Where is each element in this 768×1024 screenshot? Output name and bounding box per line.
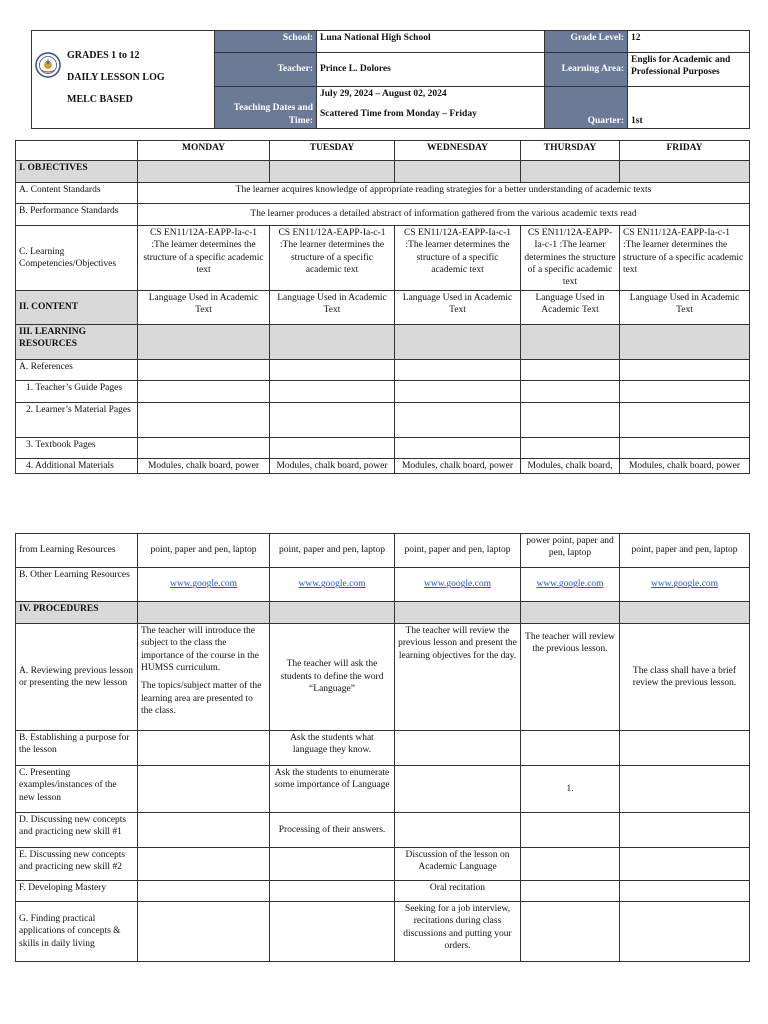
empty-cell xyxy=(620,902,750,962)
objectives-heading: I. OBJECTIVES xyxy=(16,161,138,183)
day-header-friday: FRIDAY xyxy=(620,141,750,161)
empty-cell xyxy=(521,848,620,881)
empty-cell xyxy=(620,766,750,813)
empty-cell xyxy=(521,902,620,962)
day-header-monday: MONDAY xyxy=(138,141,270,161)
empty-cell xyxy=(138,380,270,402)
empty-cell xyxy=(521,437,620,458)
procedure-g-wednesday: Seeking for a job interview, recitations during class discussions and putting your orders. xyxy=(395,902,521,962)
competency-thursday: CS EN11/12A-EAPP-Ia-c-1 :The learner determines the structure of a specific academic text xyxy=(521,226,620,291)
additional-cont-thursday: power point, paper and pen, laptop xyxy=(521,534,620,568)
other-link-friday[interactable]: www.google.com xyxy=(620,568,750,602)
other-link-thursday[interactable]: www.google.com xyxy=(521,568,620,602)
empty-cell xyxy=(620,848,750,881)
additional-monday: Modules, chalk board, power xyxy=(138,458,270,473)
header-melc: MELC BASED xyxy=(67,94,133,105)
resources-heading: III. LEARNING RESOURCES xyxy=(16,324,138,359)
header-dll: DAILY LESSON LOG xyxy=(67,72,165,83)
teachers-guide-label: 1. Teacher’s Guide Pages xyxy=(16,380,138,402)
shade-cell xyxy=(395,602,521,624)
empty-cell xyxy=(395,380,521,402)
procedure-a-wednesday: The teacher will review the previous lesson and present the learning objectives for the day. xyxy=(395,624,521,731)
empty-cell xyxy=(270,437,395,458)
additional-materials-label: 4. Additional Materials xyxy=(16,458,138,473)
shade-cell xyxy=(270,161,395,183)
references-label: A. References xyxy=(16,359,138,380)
empty-cell xyxy=(270,359,395,380)
grade-label: Grade Level: xyxy=(545,31,628,53)
shade-cell xyxy=(620,324,750,359)
additional-thursday: Modules, chalk board, xyxy=(521,458,620,473)
empty-cell xyxy=(620,437,750,458)
empty-cell xyxy=(620,359,750,380)
shade-cell xyxy=(521,602,620,624)
additional-friday: Modules, chalk board, power xyxy=(620,458,750,473)
procedure-b-tuesday: Ask the students what language they know. xyxy=(270,731,395,766)
empty-cell xyxy=(138,881,270,902)
empty-cell xyxy=(138,766,270,813)
empty-cell xyxy=(521,402,620,437)
additional-materials-label-cont: from Learning Resources xyxy=(16,534,138,568)
competency-friday: CS EN11/12A-EAPP-Ia-c-1 :The learner determines the structure of a specific academic text xyxy=(620,226,750,291)
procedure-e-wednesday: Discussion of the lesson on Academic Language xyxy=(395,848,521,881)
empty-cell xyxy=(138,437,270,458)
teacher-label: Teacher: xyxy=(215,53,317,87)
content-heading: II. CONTENT xyxy=(16,290,138,324)
procedure-f-wednesday: Oral recitation xyxy=(395,881,521,902)
content-wednesday: Language Used in Academic Text xyxy=(395,290,521,324)
teacher-value: Prince L. Dolores xyxy=(317,53,545,87)
empty-cell xyxy=(521,813,620,848)
procedure-c-label: C. Presenting examples/instances of the new lesson xyxy=(16,766,138,813)
empty-cell xyxy=(138,902,270,962)
content-tuesday: Language Used in Academic Text xyxy=(270,290,395,324)
day-header-thursday: THURSDAY xyxy=(521,141,620,161)
content-thursday: Language Used in Academic Text xyxy=(521,290,620,324)
empty-cell xyxy=(521,881,620,902)
shade-cell xyxy=(521,324,620,359)
empty-cell xyxy=(395,359,521,380)
procedure-a-tuesday: The teacher will ask the students to define the word “Language” xyxy=(270,624,395,731)
other-link-wednesday[interactable]: www.google.com xyxy=(395,568,521,602)
empty-cell xyxy=(620,380,750,402)
procedure-f-label: F. Developing Mastery xyxy=(16,881,138,902)
grade-value: 12 xyxy=(628,31,750,53)
procedure-a-thursday: The teacher will review the previous lesson. xyxy=(521,624,620,731)
shade-cell xyxy=(395,324,521,359)
shade-cell xyxy=(521,161,620,183)
area-label: Learning Area: xyxy=(545,53,628,87)
textbook-pages-label: 3. Textbook Pages xyxy=(16,437,138,458)
learners-material-label: 2. Learner’s Material Pages xyxy=(16,402,138,437)
competency-tuesday: CS EN11/12A-EAPP-Ia-c-1 :The learner determines the structure of a specific academic text xyxy=(270,226,395,291)
content-standards-label: A. Content Standards xyxy=(16,183,138,204)
competency-monday: CS EN11/12A-EAPP-Ia-c-1 :The learner determines the structure of a specific academic text xyxy=(138,226,270,291)
empty-cell xyxy=(521,359,620,380)
lesson-log-table-page2 xyxy=(15,533,750,962)
lesson-log-table-page1 xyxy=(15,140,750,474)
procedure-d-tuesday: Processing of their answers. xyxy=(270,813,395,848)
shade-cell xyxy=(270,602,395,624)
procedure-e-label: E. Discussing new concepts and practicing new skill #2 xyxy=(16,848,138,881)
empty-cell xyxy=(138,813,270,848)
empty-cell xyxy=(270,380,395,402)
additional-cont-monday: point, paper and pen, laptop xyxy=(138,534,270,568)
shade-cell xyxy=(620,161,750,183)
shade-cell xyxy=(620,602,750,624)
procedure-d-label: D. Discussing new concepts and practicing new skill #1 xyxy=(16,813,138,848)
time-value: Scattered Time from Monday – Friday xyxy=(320,109,477,120)
dates-range: July 29, 2024 – August 02, 2024 xyxy=(320,89,447,99)
day-header-tuesday: TUESDAY xyxy=(270,141,395,161)
empty-cell xyxy=(138,359,270,380)
empty-cell xyxy=(395,402,521,437)
procedure-a-friday: The class shall have a brief review the previous lesson. xyxy=(620,624,750,731)
shade-cell xyxy=(395,161,521,183)
empty-cell xyxy=(270,402,395,437)
empty-cell xyxy=(620,881,750,902)
dates-label: Teaching Dates and Time: xyxy=(215,87,317,129)
additional-cont-tuesday: point, paper and pen, laptop xyxy=(270,534,395,568)
performance-standards-label: B. Performance Standards xyxy=(16,204,138,226)
header-grades: GRADES 1 to 12 xyxy=(67,50,140,61)
shade-cell xyxy=(270,324,395,359)
school-value: Luna National High School xyxy=(317,31,545,53)
procedure-c-tuesday: Ask the students to enumerate some importance of Language xyxy=(270,766,395,813)
empty-cell xyxy=(138,402,270,437)
shade-cell xyxy=(138,602,270,624)
content-friday: Language Used in Academic Text xyxy=(620,290,750,324)
other-resources-label: B. Other Learning Resources xyxy=(16,568,138,602)
procedure-a-monday-p2: The topics/subject matter of the learning area are presented to the class. xyxy=(141,681,262,717)
performance-standards-value: The learner produces a detailed abstract of information gathered from the various academic texts read xyxy=(138,204,750,226)
empty-cell xyxy=(138,731,270,766)
quarter-label: Quarter: xyxy=(545,87,628,129)
empty-cell xyxy=(395,813,521,848)
empty-cell xyxy=(620,731,750,766)
procedure-c-thursday: 1. xyxy=(521,766,620,813)
procedure-a-label: A. Reviewing previous lesson or presenting the new lesson xyxy=(16,624,138,731)
empty-cell xyxy=(395,437,521,458)
empty-cell xyxy=(521,731,620,766)
content-monday: Language Used in Academic Text xyxy=(138,290,270,324)
empty-cell xyxy=(270,848,395,881)
empty-cell xyxy=(138,848,270,881)
deped-seal-icon xyxy=(35,52,61,78)
empty-cell xyxy=(270,902,395,962)
corner-cell xyxy=(16,141,138,161)
empty-cell xyxy=(395,731,521,766)
header-title-cell xyxy=(32,31,215,129)
shade-cell xyxy=(138,324,270,359)
competency-wednesday: CS EN11/12A-EAPP-Ia-c-1 :The learner determines the structure of a specific academic text xyxy=(395,226,521,291)
day-header-wednesday: WEDNESDAY xyxy=(395,141,521,161)
shade-cell xyxy=(138,161,270,183)
empty-cell xyxy=(521,380,620,402)
empty-cell xyxy=(270,881,395,902)
dates-value xyxy=(317,87,545,129)
other-link-tuesday[interactable]: www.google.com xyxy=(270,568,395,602)
school-label: School: xyxy=(215,31,317,53)
content-standards-value: The learner acquires knowledge of appropriate reading strategies for a better understanding of academic texts xyxy=(138,183,750,204)
area-value: Englis for Academic and Professional Purposes xyxy=(628,53,750,87)
empty-cell xyxy=(395,766,521,813)
empty-cell xyxy=(620,402,750,437)
competencies-label: C. Learning Competencies/Objectives xyxy=(16,226,138,291)
other-link-monday[interactable]: www.google.com xyxy=(138,568,270,602)
additional-cont-wednesday: point, paper and pen, laptop xyxy=(395,534,521,568)
additional-tuesday: Modules, chalk board, power xyxy=(270,458,395,473)
additional-cont-friday: point, paper and pen, laptop xyxy=(620,534,750,568)
empty-cell xyxy=(620,813,750,848)
procedure-g-label: G. Finding practical applications of concepts & skills in daily living xyxy=(16,902,138,962)
procedures-heading: IV. PROCEDURES xyxy=(16,602,138,624)
procedure-a-monday-p1: The teacher will introduce the subject to the class the importance of the course in the HUMSS curriculum. xyxy=(141,626,259,674)
dll-header xyxy=(31,30,750,129)
additional-wednesday: Modules, chalk board, power xyxy=(395,458,521,473)
procedure-b-label: B. Establishing a purpose for the lesson xyxy=(16,731,138,766)
quarter-value: 1st xyxy=(628,87,750,129)
procedure-a-monday xyxy=(138,624,270,731)
